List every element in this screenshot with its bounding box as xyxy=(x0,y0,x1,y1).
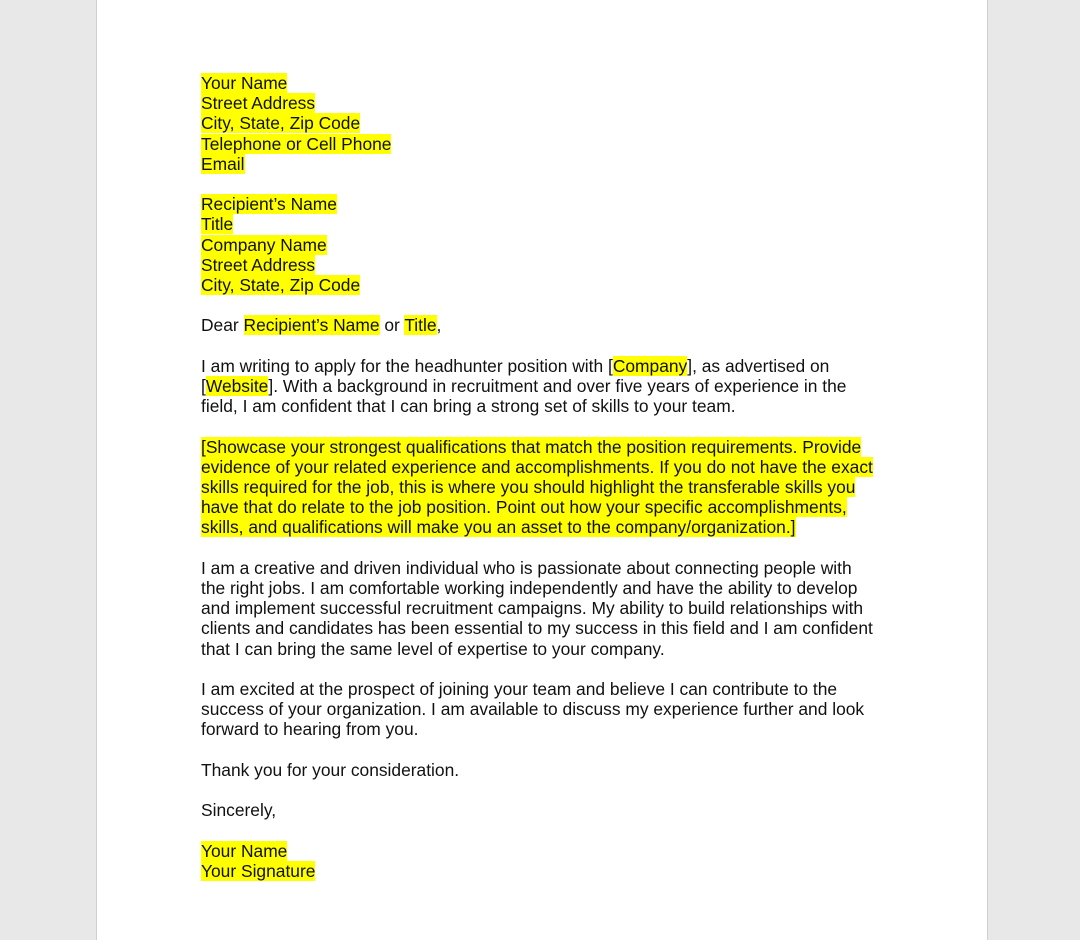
paragraph-line: forward to hearing from you. xyxy=(201,719,419,740)
sender-address-block xyxy=(201,73,891,174)
signature-placeholder: Your Signature xyxy=(201,860,316,881)
recipient-name: Recipient’s Name xyxy=(201,194,337,215)
paragraph-intro xyxy=(201,356,891,417)
salutation-recipient-name: Recipient’s Name xyxy=(243,315,380,336)
salutation xyxy=(201,315,891,335)
sign-off-text: Sincerely, xyxy=(201,800,277,821)
paragraph-line: clients and candidates has been essential to my success in this field and I am confident xyxy=(201,618,873,639)
thank-you-text: Thank you for your consideration. xyxy=(201,759,460,780)
recipient-city: City, State, Zip Code xyxy=(201,275,361,296)
intro-text: field, I am confident that I can bring a strong set of skills to your team. xyxy=(201,396,736,417)
paragraph-line: that I can bring the same level of expertise to your company. xyxy=(201,638,665,659)
qualifications-line: skills, and qualifications will make you an asset to the company/organization.] xyxy=(201,517,796,538)
sender-email: Email xyxy=(201,153,245,174)
website-placeholder: Website xyxy=(205,376,269,396)
qualifications-line: evidence of your related experience and accomplishments. If you do not have the exact xyxy=(201,456,873,477)
sender-name: Your Name xyxy=(201,73,288,93)
salutation-suffix: , xyxy=(436,315,442,336)
cover-letter xyxy=(201,73,891,901)
salutation-or: or xyxy=(379,315,405,336)
paragraph-line: the right jobs. I am comfortable working independently and have the ability to develop xyxy=(201,578,858,598)
thank-you-line xyxy=(201,760,891,780)
signature-name: Your Name xyxy=(201,840,288,861)
recipient-company: Company Name xyxy=(201,234,327,255)
salutation-title: Title xyxy=(404,315,437,336)
intro-text: [ xyxy=(201,376,206,396)
intro-text: ], as advertised on xyxy=(687,355,830,376)
paragraph-line: I am a creative and driven individual who is passionate about connecting people with xyxy=(201,557,852,578)
paragraph-line: I am excited at the prospect of joining your team and believe I can contribute to the xyxy=(201,679,838,699)
recipient-title: Title xyxy=(201,214,234,235)
sender-city: City, State, Zip Code xyxy=(201,113,361,134)
paragraph-personal xyxy=(201,558,891,659)
qualifications-line: skills required for the job, this is where you should highlight the transferable skills you xyxy=(201,477,856,497)
intro-text: I am writing to apply for the headhunter position with [ xyxy=(201,355,613,376)
paragraph-qualifications-placeholder xyxy=(201,437,891,538)
qualifications-line: [Showcase your strongest qualifications that match the position requirements. Provide xyxy=(201,436,862,457)
sender-phone: Telephone or Cell Phone xyxy=(201,133,392,154)
sender-street: Street Address xyxy=(201,93,316,114)
paragraph-line: and implement successful recruitment campaigns. My ability to build relationships with xyxy=(201,598,864,619)
document-page xyxy=(96,0,988,940)
company-placeholder: Company xyxy=(612,355,688,376)
intro-text: ]. With a background in recruitment and over five years of experience in the xyxy=(268,376,847,396)
paragraph-line: success of your organization. I am available to discuss my experience further and look xyxy=(201,699,865,720)
paragraph-closing xyxy=(201,679,891,740)
salutation-prefix: Dear xyxy=(201,315,244,336)
recipient-street: Street Address xyxy=(201,254,316,275)
sign-off xyxy=(201,800,891,820)
signature-block xyxy=(201,841,891,881)
qualifications-line: have that do relate to the job position. Point out how your specific accomplishments, xyxy=(201,497,847,518)
recipient-address-block xyxy=(201,194,891,295)
